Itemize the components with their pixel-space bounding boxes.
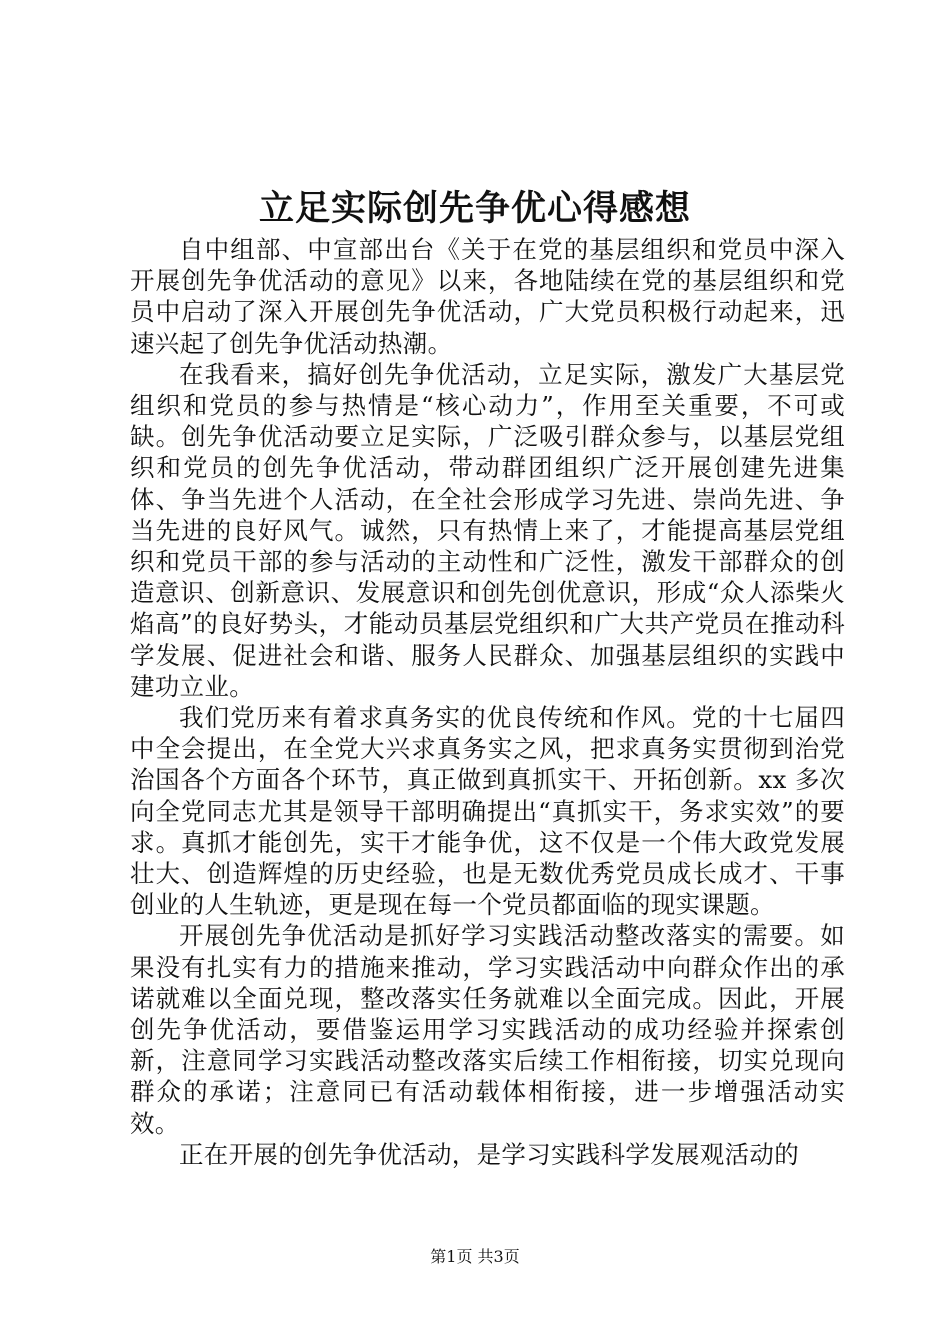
document-body [130,234,845,1170]
paragraph: 在我看来，搞好创先争优活动，立足实际，激发广大基层党组织和党员的参与热情是“核心动力”，作用至关重要，不可或缺。创先争优活动要立足实际，广泛吸引群众参与，以基层党组织和党员的创先争优活动，带动群团组织广泛开展创建先进集体、争当先进个人活动，在全社会形成学习先进、崇尚先进、争当先进的良好风气。诚然，只有热情上来了，才能提高基层党组织和党员干部的参与活动的主动性和广泛性，激发干部群众的创造意识、创新意识、发展意识和创先创优意识，形成“众人添柴火焰高”的良好势头，才能动员基层党组织和广大共产党员在推动科学发展、促进社会和谐、服务人民群众、加强基层组织的实践中建功立业。 [130,359,845,701]
paragraph: 自中组部、中宣部出台《关于在党的基层组织和党员中深入开展创先争优活动的意见》以来，各地陆续在党的基层组织和党员中启动了深入开展创先争优活动，广大党员积极行动起来，迅速兴起了创先争优活动热潮。 [130,235,845,358]
paragraph: 开展创先争优活动是抓好学习实践活动整改落实的需要。如果没有扎实有力的措施来推动，学习实践活动中向群众作出的承诺就难以全面兑现，整改落实任务就难以全面完成。因此，开展创先争优活动，要借鉴运用学习实践活动的成功经验并探索创新，注意同学习实践活动整改落实后续工作相衔接，切实兑现向群众的承诺；注意同已有活动载体相衔接，进一步增强活动实效。 [130,921,845,1138]
document-title: 立足实际创先争优心得感想 [258,188,691,229]
paragraph: 我们党历来有着求真务实的优良传统和作风。党的十七届四中全会提出，在全党大兴求真务实之风，把求真务实贯彻到治党治国各个方面各个环节，真正做到真抓实干、开拓创新。xx 多次向全党同志尤其是领导干部明确提出“真抓实干，务求实效”的要求。真抓才能创先，实干才能争优，这不仅是一个伟大政党发展壮大、创造辉煌的历史经验，也是无数优秀党员成长成才、干事创业的人生轨迹，更是现在每一个党员都面临的现实课题。 [130,703,845,920]
paragraph: 正在开展的创先争优活动，是学习实践科学发展观活动的 [179,1139,799,1169]
page-number-footer: 第1页 共3页 [430,1247,520,1266]
